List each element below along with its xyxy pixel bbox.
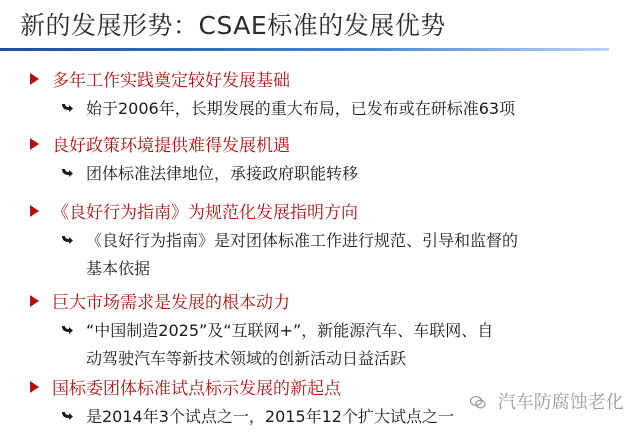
section-point-4-continuation: 动驾驶汽车等新技术领域的创新活动日益活跃 [86,349,407,368]
red-triangle-bullet-icon [30,205,39,217]
section-point-3-continuation: 基本依据 [86,259,151,278]
title-divider [0,48,609,51]
section-point-3: 《良好行为指南》是对团体标准工作进行规范、引导和监督的 [60,228,518,254]
section-point-4: “中国制造2025”及“互联网+”，新能源汽车、车联网、自 [60,318,493,344]
section-point-2: 团体标准法律地位，承接政府职能转移 [60,161,358,187]
curved-arrow-bullet-icon [60,101,74,113]
section-heading-5: 国标委团体标准试点标示发展的新起点 [30,374,341,399]
watermark [470,388,624,414]
section-point-5: 是2014年3个试点之一，2015年12个扩大试点之一 [60,404,454,430]
red-triangle-bullet-icon [30,295,39,307]
red-triangle-bullet-icon [30,73,39,85]
section-heading-3: 《良好行为指南》为规范化发展指明方向 [30,198,358,223]
red-triangle-bullet-icon [30,381,39,393]
curved-arrow-bullet-icon [60,166,74,178]
section-heading-4: 巨大市场需求是发展的根本动力 [30,288,290,313]
red-triangle-bullet-icon [30,138,39,150]
curved-arrow-bullet-icon [60,323,74,335]
watermark-text: 汽车防腐蚀老化 [497,392,624,413]
curved-arrow-bullet-icon [60,233,74,245]
section-heading-1: 多年工作实践奠定较好发展基础 [30,66,290,91]
section-point-1: 始于2006年，长期发展的重大布局，已发布或在研标准63项 [60,96,515,122]
wechat-icon [470,395,486,409]
curved-arrow-bullet-icon [60,409,74,421]
slide-title: 新的发展形势：CSAE标准的发展优势 [20,11,446,40]
section-heading-2: 良好政策环境提供难得发展机遇 [30,131,290,156]
